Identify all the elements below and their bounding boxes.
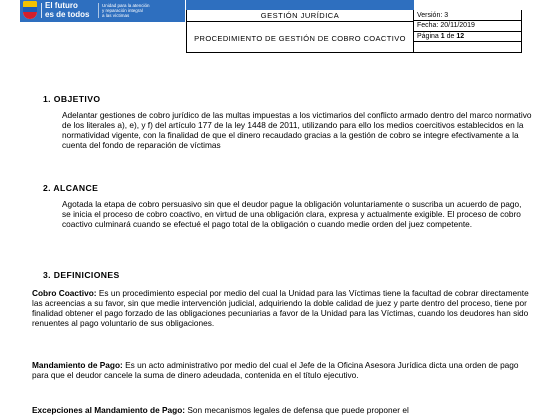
logo-line-1: El futuro	[45, 1, 78, 10]
document-header	[0, 0, 560, 64]
definition-term: Excepciones al Mandamiento de Pago:	[32, 405, 186, 415]
logo-small-1: Unidad para la atención	[102, 3, 150, 8]
section-text-alcance: Agotada la etapa de cobro persuasivo sin que el deudor pague la obligación voluntariamente o suscriba un acuerdo de pago, se inicia el proceso de cobro coactivo, en virtud de una obligación clara, expresa y actualmente exigible. El proceso de cobro coactivo culminará cuando se efectué el pago total de la obligación o cuando medie orden del juez competente.	[62, 199, 522, 229]
header-title-cell	[186, 10, 414, 53]
logo-divider-2	[98, 3, 99, 18]
definition-mandamiento-de-pago	[32, 360, 532, 380]
definition-text: Es un acto administrativo por medio del cual el Jefe de la Oficina Asesora Jurídica dicta una orden de pago para que el deudor cancele la suma de dinero adeudada, contenida en el título ejecutivo.	[32, 360, 519, 380]
header-divider	[187, 21, 413, 22]
definition-text: Son mecanismos legales de defensa que puede proponer el	[185, 405, 409, 415]
section-text-objetivo: Adelantar gestiones de cobro jurídico de las multas impuestas a los victimarios del conflicto armado dentro del marco normativo de los literales a), e), y f) del artículo 177 de la ley 1448 de 2011, utilizando para ello los medios coercitivos establecidos en la normatividad vigente, con la finalidad de que el dinero recaudado gracias a la gestión de cobro se integre efectivamente a la cuenta del fondo de reparación de víctimas	[62, 110, 532, 150]
page-field	[414, 32, 521, 42]
area-title: GESTIÓN JURÍDICA	[260, 11, 340, 20]
logo-small-2: y reparación integral	[102, 8, 143, 13]
header-meta	[414, 10, 522, 53]
logo-banner	[20, 0, 185, 22]
section-title-objetivo: 1. OBJETIVO	[43, 94, 101, 104]
section-title-alcance: 2. ALCANCE	[43, 183, 99, 193]
date-field: Fecha: 20/11/2019	[414, 21, 521, 32]
header-blue-bar	[186, 0, 414, 10]
page-number: 1	[440, 33, 445, 40]
procedure-title: PROCEDIMIENTO DE GESTIÓN DE COBRO COACTIVO	[194, 34, 406, 43]
definition-text: Es un procedimiento especial por medio del cual la Unidad para las Víctimas tiene la facultad de cobrar directamente las acreencias a su favor, sin que medie intervención judicial, adquiriendo la doble calidad de juez y parte dentro del proceso, tiene por finalidad obtener el pago forzado de las obligaciones pecuniarias a favor de la Unidad para las Víctimas, cuando los deudores han sido renuentes al pago voluntario de sus obligaciones.	[32, 288, 529, 328]
logo-line-2: es de todos	[45, 10, 90, 19]
definition-term: Cobro Coactivo:	[32, 288, 97, 298]
page-mid: de	[444, 33, 457, 40]
definition-cobro-coactivo	[32, 288, 532, 328]
logo-divider	[41, 3, 42, 18]
page-prefix: Página	[417, 33, 441, 40]
definition-term: Mandamiento de Pago:	[32, 360, 123, 370]
coat-of-arms-icon	[23, 1, 37, 19]
page-total: 12	[456, 33, 465, 40]
logo-small-3: a las víctimas	[102, 13, 130, 18]
definition-excepciones	[32, 405, 532, 415]
section-title-definiciones: 3. DEFINICIONES	[43, 270, 120, 280]
version-field: Versión: 3	[414, 11, 521, 21]
